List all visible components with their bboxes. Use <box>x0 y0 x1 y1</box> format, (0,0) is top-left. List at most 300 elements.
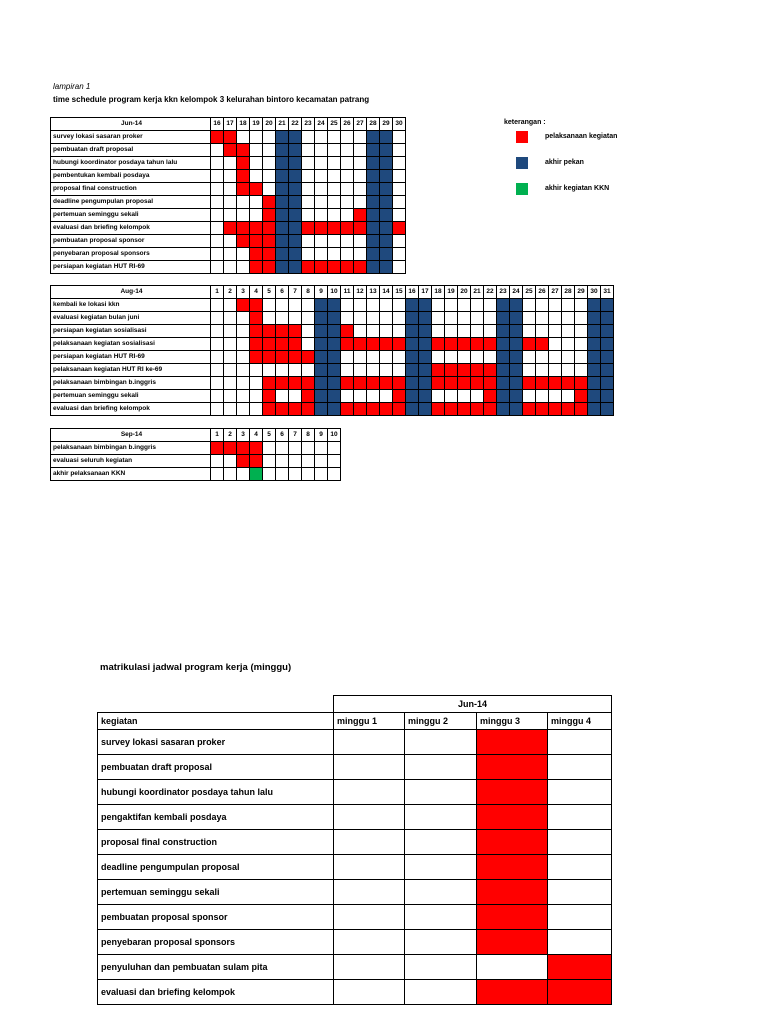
activity-row <box>51 377 614 390</box>
weekend-cell <box>315 312 328 325</box>
weekend-cell <box>588 403 601 416</box>
empty-cell <box>276 390 289 403</box>
matrix-empty-cell <box>405 930 477 955</box>
weekend-cell <box>406 403 419 416</box>
empty-cell <box>393 196 406 209</box>
activity-row <box>51 455 341 468</box>
day-header: 18 <box>432 286 445 299</box>
empty-cell <box>354 183 367 196</box>
empty-cell <box>250 377 263 390</box>
weekend-cell <box>289 209 302 222</box>
empty-cell <box>224 312 237 325</box>
activity-cell <box>276 325 289 338</box>
empty-cell <box>393 183 406 196</box>
empty-cell <box>341 170 354 183</box>
activity-cell <box>237 442 250 455</box>
day-header: 30 <box>588 286 601 299</box>
empty-cell <box>302 312 315 325</box>
matrix-activity-row <box>98 855 612 880</box>
activity-row <box>51 248 406 261</box>
empty-cell <box>237 468 250 481</box>
matrix-empty-cell <box>548 730 612 755</box>
activity-cell <box>263 390 276 403</box>
activity-cell <box>549 377 562 390</box>
schedule-header-row <box>51 429 341 442</box>
matrix-activity-cell <box>477 855 548 880</box>
activity-row <box>51 183 406 196</box>
end-cell <box>250 468 263 481</box>
weekend-cell <box>289 235 302 248</box>
empty-cell <box>276 312 289 325</box>
activity-name: persiapan kegiatan HUT RI-69 <box>51 351 211 364</box>
empty-cell <box>380 390 393 403</box>
empty-cell <box>302 235 315 248</box>
empty-cell <box>354 196 367 209</box>
weekend-cell <box>588 377 601 390</box>
empty-cell <box>250 157 263 170</box>
empty-cell <box>302 299 315 312</box>
matrix-empty-cell <box>334 930 405 955</box>
empty-cell <box>432 390 445 403</box>
empty-cell <box>484 325 497 338</box>
activity-row <box>51 338 614 351</box>
empty-cell <box>302 144 315 157</box>
weekend-cell <box>367 144 380 157</box>
day-header: 27 <box>549 286 562 299</box>
weekend-cell <box>601 325 614 338</box>
weekend-cell <box>380 248 393 261</box>
activity-cell <box>237 222 250 235</box>
weekend-cell <box>380 209 393 222</box>
empty-cell <box>211 390 224 403</box>
empty-cell <box>445 351 458 364</box>
legend-title: keterangan : <box>504 119 546 126</box>
weekend-cell <box>367 222 380 235</box>
activity-cell <box>354 261 367 274</box>
empty-cell <box>523 364 536 377</box>
activity-cell <box>380 338 393 351</box>
matrix-activity-row <box>98 955 612 980</box>
day-header: 2 <box>224 286 237 299</box>
weekend-cell <box>367 209 380 222</box>
weekend-cell <box>380 157 393 170</box>
matrix-activity-name: proposal final construction <box>98 830 334 855</box>
empty-cell <box>523 351 536 364</box>
activity-cell <box>250 261 263 274</box>
empty-cell <box>432 312 445 325</box>
empty-cell <box>302 325 315 338</box>
empty-cell <box>367 299 380 312</box>
empty-cell <box>250 209 263 222</box>
activity-cell <box>263 261 276 274</box>
empty-cell <box>471 325 484 338</box>
weekend-cell <box>276 144 289 157</box>
empty-cell <box>575 338 588 351</box>
day-header: 9 <box>315 429 328 442</box>
day-header: 5 <box>263 429 276 442</box>
weekend-cell <box>510 351 523 364</box>
activity-cell <box>536 338 549 351</box>
empty-cell <box>536 312 549 325</box>
day-header: 17 <box>224 118 237 131</box>
activity-row <box>51 299 614 312</box>
empty-cell <box>575 364 588 377</box>
empty-cell <box>341 183 354 196</box>
empty-cell <box>224 248 237 261</box>
empty-cell <box>575 312 588 325</box>
activity-cell <box>250 338 263 351</box>
weekend-cell <box>328 390 341 403</box>
month-header: Sep-14 <box>51 429 211 442</box>
activity-cell <box>341 261 354 274</box>
empty-cell <box>471 299 484 312</box>
empty-cell <box>224 403 237 416</box>
empty-cell <box>211 351 224 364</box>
weekend-cell <box>406 312 419 325</box>
empty-cell <box>315 196 328 209</box>
activity-name: pelaksanaan kegiatan sosialisasi <box>51 338 211 351</box>
empty-cell <box>328 235 341 248</box>
activity-cell <box>432 338 445 351</box>
matrix-activity-name: pengaktifan kembali posdaya <box>98 805 334 830</box>
empty-cell <box>367 325 380 338</box>
activity-row <box>51 209 406 222</box>
matrix-empty-cell <box>548 805 612 830</box>
day-header: 29 <box>575 286 588 299</box>
empty-cell <box>302 157 315 170</box>
day-header: 22 <box>289 118 302 131</box>
activity-cell <box>302 390 315 403</box>
day-header: 12 <box>354 286 367 299</box>
empty-cell <box>562 299 575 312</box>
schedule-table-aug <box>50 285 614 416</box>
matrix-empty-cell <box>548 880 612 905</box>
empty-cell <box>263 131 276 144</box>
empty-cell <box>224 170 237 183</box>
matrix-empty-cell <box>334 880 405 905</box>
empty-cell <box>354 144 367 157</box>
day-header: 13 <box>367 286 380 299</box>
activity-row <box>51 131 406 144</box>
matrix-empty-cell <box>405 830 477 855</box>
activity-cell <box>341 403 354 416</box>
empty-cell <box>393 325 406 338</box>
empty-cell <box>211 377 224 390</box>
activity-cell <box>354 377 367 390</box>
empty-cell <box>315 248 328 261</box>
activity-cell <box>354 222 367 235</box>
activity-cell <box>250 183 263 196</box>
activity-row <box>51 468 341 481</box>
matrix-activity-cell <box>548 955 612 980</box>
empty-cell <box>250 196 263 209</box>
empty-cell <box>315 131 328 144</box>
matrix-empty-cell <box>334 955 405 980</box>
activity-name: penyebaran proposal sponsors <box>51 248 211 261</box>
activity-cell <box>341 377 354 390</box>
empty-cell <box>211 455 224 468</box>
weekend-cell <box>497 390 510 403</box>
weekend-cell <box>419 403 432 416</box>
activity-row <box>51 170 406 183</box>
day-header: 16 <box>211 118 224 131</box>
empty-cell <box>328 248 341 261</box>
empty-cell <box>562 325 575 338</box>
activity-name: deadline pengumpulan proposal <box>51 196 211 209</box>
empty-cell <box>341 131 354 144</box>
weekend-cell <box>276 261 289 274</box>
empty-cell <box>237 196 250 209</box>
weekend-cell <box>510 299 523 312</box>
empty-cell <box>562 364 575 377</box>
weekend-cell <box>328 325 341 338</box>
activity-row <box>51 403 614 416</box>
matrix-empty-cell <box>405 880 477 905</box>
empty-cell <box>328 455 341 468</box>
day-header: 19 <box>445 286 458 299</box>
weekend-cell <box>380 261 393 274</box>
schedule-header-row <box>51 118 406 131</box>
empty-cell <box>224 299 237 312</box>
empty-cell <box>211 364 224 377</box>
empty-cell <box>302 338 315 351</box>
matrix-activity-name: hubungi koordinator posdaya tahun lalu <box>98 780 334 805</box>
weekend-cell <box>510 338 523 351</box>
activity-cell <box>536 403 549 416</box>
weekend-cell <box>276 222 289 235</box>
activity-cell <box>393 377 406 390</box>
weekend-cell <box>328 377 341 390</box>
legend-swatch-akhir-kkn <box>516 183 528 195</box>
weekend-cell <box>588 338 601 351</box>
matrix-month-row <box>98 696 612 713</box>
weekend-cell <box>276 157 289 170</box>
weekend-cell <box>510 325 523 338</box>
empty-cell <box>458 390 471 403</box>
empty-cell <box>393 261 406 274</box>
activity-row <box>51 442 341 455</box>
activity-cell <box>471 403 484 416</box>
matrix-empty-cell <box>334 780 405 805</box>
empty-cell <box>263 468 276 481</box>
weekend-cell <box>419 351 432 364</box>
activity-cell <box>250 351 263 364</box>
weekend-cell <box>601 364 614 377</box>
empty-cell <box>367 364 380 377</box>
empty-cell <box>393 209 406 222</box>
activity-name: evaluasi dan briefing kelompok <box>51 403 211 416</box>
legend-label-akhir-pekan: akhir pekan <box>545 159 584 166</box>
day-header: 3 <box>237 429 250 442</box>
activity-name: persiapan kegiatan sosialisasi <box>51 325 211 338</box>
empty-cell <box>302 364 315 377</box>
day-header: 19 <box>250 118 263 131</box>
kegiatan-header: kegiatan <box>98 713 334 730</box>
week-header: minggu 4 <box>548 713 612 730</box>
empty-cell <box>354 325 367 338</box>
activity-cell <box>484 403 497 416</box>
matrix-activity-name: penyebaran proposal sponsors <box>98 930 334 955</box>
weekend-cell <box>419 377 432 390</box>
schedule-table-sep <box>50 428 341 481</box>
matrix-empty-cell <box>334 805 405 830</box>
empty-cell <box>302 170 315 183</box>
activity-row <box>51 312 614 325</box>
empty-cell <box>224 183 237 196</box>
weekend-cell <box>497 338 510 351</box>
empty-cell <box>341 364 354 377</box>
empty-cell <box>328 144 341 157</box>
activity-cell <box>315 261 328 274</box>
weekend-cell <box>510 403 523 416</box>
activity-row <box>51 261 406 274</box>
empty-cell <box>276 364 289 377</box>
weekend-cell <box>406 299 419 312</box>
day-header: 3 <box>237 286 250 299</box>
empty-cell <box>250 364 263 377</box>
activity-cell <box>263 403 276 416</box>
weekend-cell <box>419 299 432 312</box>
activity-cell <box>458 338 471 351</box>
activity-cell <box>250 235 263 248</box>
weekend-cell <box>497 299 510 312</box>
empty-cell <box>380 325 393 338</box>
empty-cell <box>523 390 536 403</box>
day-header: 28 <box>562 286 575 299</box>
activity-cell <box>263 338 276 351</box>
weekly-matrix-table <box>97 695 612 1005</box>
empty-cell <box>224 468 237 481</box>
empty-cell <box>523 299 536 312</box>
empty-cell <box>549 338 562 351</box>
day-header: 11 <box>341 286 354 299</box>
day-header: 10 <box>328 429 341 442</box>
activity-name: akhir pelaksanaan KKN <box>51 468 211 481</box>
activity-cell <box>237 299 250 312</box>
weekend-cell <box>497 377 510 390</box>
activity-name: hubungi koordinator posdaya tahun lalu <box>51 157 211 170</box>
empty-cell <box>211 235 224 248</box>
empty-cell <box>354 390 367 403</box>
empty-cell <box>354 351 367 364</box>
weekend-cell <box>419 325 432 338</box>
day-header: 16 <box>406 286 419 299</box>
activity-cell <box>575 377 588 390</box>
empty-cell <box>445 325 458 338</box>
activity-cell <box>237 455 250 468</box>
empty-cell <box>263 442 276 455</box>
empty-cell <box>341 144 354 157</box>
matrix-empty-cell <box>405 805 477 830</box>
matrix-empty-cell <box>548 755 612 780</box>
weekend-cell <box>380 170 393 183</box>
weekend-cell <box>315 351 328 364</box>
weekend-cell <box>601 403 614 416</box>
weekend-cell <box>601 312 614 325</box>
activity-cell <box>211 131 224 144</box>
activity-cell <box>471 364 484 377</box>
empty-cell <box>393 364 406 377</box>
empty-cell <box>315 144 328 157</box>
legend-label-pelaksanaan: pelaksanaan kegiatan <box>545 133 618 140</box>
activity-cell <box>562 403 575 416</box>
weekend-cell <box>601 299 614 312</box>
activity-name: pembentukan kembali posdaya <box>51 170 211 183</box>
empty-cell <box>211 325 224 338</box>
empty-cell <box>315 170 328 183</box>
activity-cell <box>484 364 497 377</box>
empty-cell <box>445 312 458 325</box>
day-header: 26 <box>341 118 354 131</box>
empty-cell <box>224 196 237 209</box>
activity-row <box>51 325 614 338</box>
empty-cell <box>354 170 367 183</box>
weekend-cell <box>406 377 419 390</box>
empty-cell <box>432 351 445 364</box>
activity-row <box>51 351 614 364</box>
weekend-cell <box>406 390 419 403</box>
empty-cell <box>562 312 575 325</box>
empty-cell <box>458 351 471 364</box>
empty-cell <box>237 261 250 274</box>
empty-cell <box>302 468 315 481</box>
activity-name: pertemuan seminggu sekali <box>51 390 211 403</box>
activity-name: evaluasi kegiatan bulan juni <box>51 312 211 325</box>
empty-cell <box>341 351 354 364</box>
activity-cell <box>536 377 549 390</box>
empty-cell <box>432 299 445 312</box>
activity-cell <box>393 390 406 403</box>
empty-cell <box>341 235 354 248</box>
activity-cell <box>562 377 575 390</box>
day-header: 30 <box>393 118 406 131</box>
empty-cell <box>211 338 224 351</box>
empty-cell <box>328 196 341 209</box>
matrix-activity-cell <box>477 730 548 755</box>
matrix-corner <box>98 696 334 713</box>
empty-cell <box>380 364 393 377</box>
day-header: 20 <box>263 118 276 131</box>
day-header: 23 <box>302 118 315 131</box>
empty-cell <box>276 442 289 455</box>
empty-cell <box>302 209 315 222</box>
schedule-header-row <box>51 286 614 299</box>
empty-cell <box>458 325 471 338</box>
weekend-cell <box>588 364 601 377</box>
weekend-cell <box>276 248 289 261</box>
matrix-activity-row <box>98 880 612 905</box>
week-header: minggu 3 <box>477 713 548 730</box>
empty-cell <box>250 403 263 416</box>
empty-cell <box>393 235 406 248</box>
empty-cell <box>367 312 380 325</box>
empty-cell <box>315 209 328 222</box>
weekend-cell <box>380 183 393 196</box>
activity-cell <box>276 403 289 416</box>
empty-cell <box>549 299 562 312</box>
matrix-empty-cell <box>548 855 612 880</box>
matrix-empty-cell <box>334 905 405 930</box>
activity-cell <box>289 325 302 338</box>
empty-cell <box>211 222 224 235</box>
activity-name: pelaksanaan bimbingan b.inggris <box>51 442 211 455</box>
empty-cell <box>211 403 224 416</box>
empty-cell <box>211 312 224 325</box>
day-header: 1 <box>211 286 224 299</box>
empty-cell <box>562 390 575 403</box>
empty-cell <box>549 312 562 325</box>
empty-cell <box>471 351 484 364</box>
